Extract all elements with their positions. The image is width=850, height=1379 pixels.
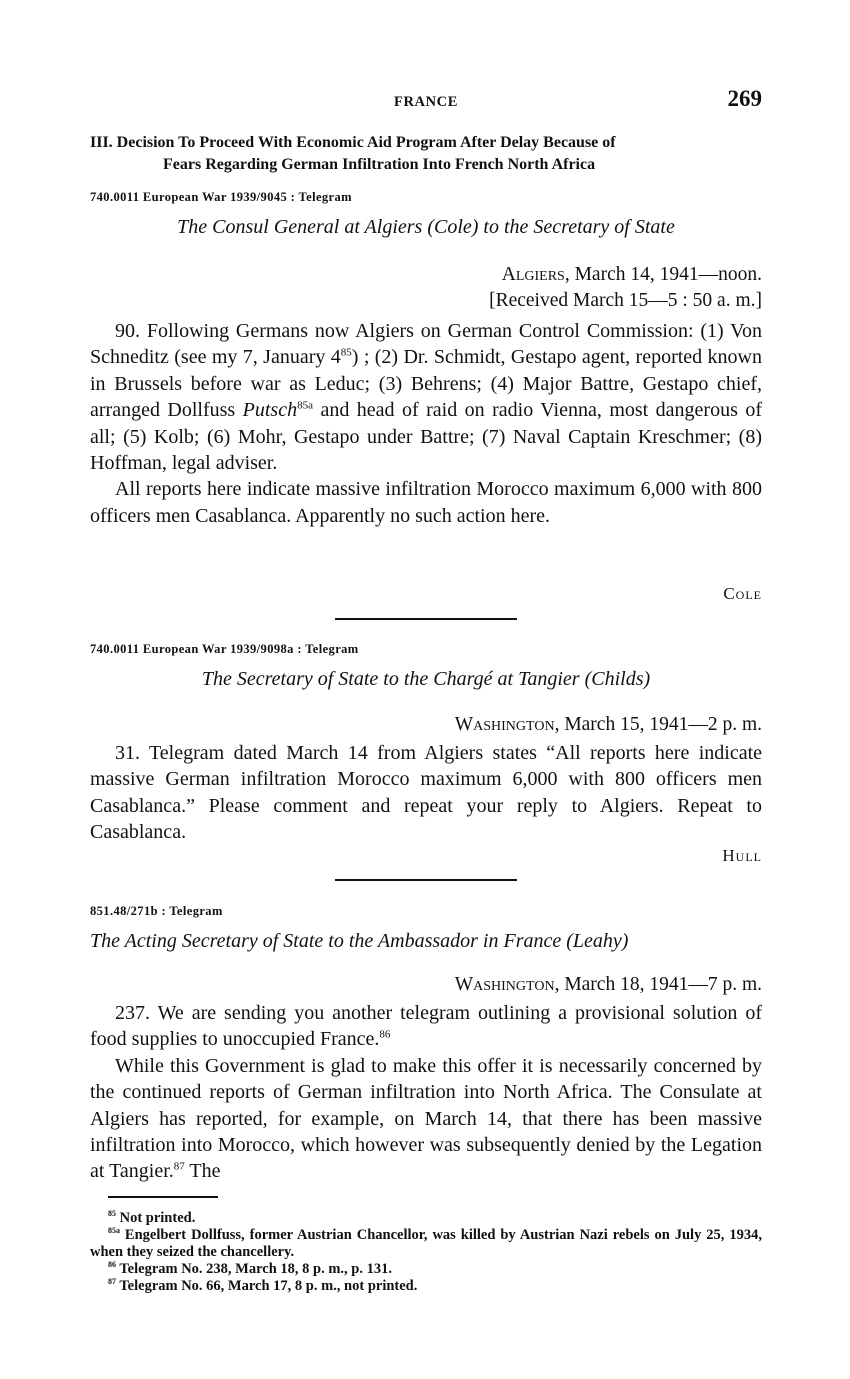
doc1-p1-text-a: 90. Following Germans now Algiers on German Control Commission: (1) Von Schneditz (see my 7, January 4 [90,320,762,369]
footnote-text: Telegram No. 66, March 17, 8 p. m., not printed. [115,1278,418,1294]
doc1-received: [Received March 15—5 : 50 a. m.] [489,290,762,311]
footnote-85 [90,1210,762,1227]
doc3-p1-text: 237. We are sending you another telegram outlining a provisional solution of food supplies to unoccupied France. [90,1002,762,1051]
doc3-file-reference: 851.48/271b : Telegram [90,904,223,918]
doc1-date: , March 14, 1941—noon. [564,264,762,285]
doc3-dateline [90,972,762,998]
doc1-paragraph-1 [90,318,762,476]
doc2-paragraph-1: 31. Telegram dated March 14 from Algiers states “All reports here indicate massive German infiltration Morocco maximum 6,000 with 800 officers men Casablanca.” Please comment and repeat your reply to Algiers. Repeat to Casablanca. [90,742,762,844]
footnote-ref-85a: 85a [297,399,313,412]
doc2-file-reference: 740.0011 European War 1939/9098a : Telegram [90,642,359,656]
doc3-p2-text-b: The [184,1160,221,1183]
doc2-date: , March 15, 1941—2 p. m. [554,714,762,735]
doc1-dateline [90,262,762,288]
doc1-p1-text-b: ) ; (2) Dr. Schmidt, Gestapo agent, reported known in Brussels before war as Leduc; (3) Behrens; (4) Major Battre, Gestapo chief, arranged Dollfuss [90,346,762,422]
doc3-place: Washington [454,974,555,995]
doc1-body [90,318,762,529]
footnote-mark: 86 [108,1260,116,1270]
page-number: 269 [727,86,762,111]
footnote-ref-87: 87 [173,1160,185,1173]
footnote-rule [108,1196,218,1198]
doc3-date: , March 18, 1941—7 p. m. [554,974,762,995]
doc1-paragraph-2: All reports here indicate massive infiltration Morocco maximum 6,000 with 800 officers men Casablanca. Apparently no such action here. [90,478,762,527]
section-title-line2: Fears Regarding German Infiltration Into French North Africa [163,156,596,173]
footnote-ref-85: 85 [340,346,352,359]
footnote-text: Telegram No. 238, March 18, 8 p. m., p. 131. [115,1261,392,1277]
doc2-signature: Hull [722,846,762,865]
doc1-heading: The Consul General at Algiers (Cole) to the Secretary of State [177,216,675,238]
footnote-85a [90,1227,762,1261]
running-title: FRANCE [393,94,458,110]
doc1-p1-italic: Putsch [242,399,298,422]
doc2-body [90,740,762,846]
doc2-place: Washington [454,714,555,735]
footnote-mark: 87 [108,1277,116,1287]
section-title [90,132,762,176]
footnote-mark: 85 [108,1209,116,1219]
doc3-heading: The Acting Secretary of State to the Ambassador in France (Leahy) [90,930,629,952]
doc1-signature: Cole [723,584,762,603]
footnotes [90,1210,762,1295]
doc1-p1-text-c: and head of raid on radio Vienna, most dangerous of all; (5) Kolb; (6) Mohr, Gestapo under Battre; (7) Naval Captain Kreschmer; (8) Hoffman, legal adviser. [90,399,762,475]
doc1-place: Algiers [501,264,565,285]
footnote-text: Not printed. [115,1210,196,1226]
section-divider-1 [335,618,517,620]
section-divider-2 [335,879,517,881]
footnote-86 [90,1261,762,1278]
doc3-body [90,1000,762,1185]
footnote-ref-86: 86 [379,1028,391,1041]
section-title-line1: III. Decision To Proceed With Economic Aid Program After Delay Because of [90,134,616,151]
doc3-paragraph-1 [90,1000,762,1053]
doc2-heading: The Secretary of State to the Chargé at Tangier (Childs) [201,668,651,690]
doc2-dateline [90,712,762,738]
doc1-file-reference: 740.0011 European War 1939/9045 : Telegram [90,190,352,204]
footnote-mark: 85a [108,1226,120,1236]
doc3-paragraph-2 [90,1053,762,1185]
footnote-text: Engelbert Dollfuss, former Austrian Chancellor, was killed by Austrian Nazi rebels on July 25, 1934, when they seized the chancellery. [90,1227,762,1260]
doc3-p2-text-a: While this Government is glad to make this offer it is necessarily concerned by the continued reports of German infiltration into North Africa. The Consulate at Algiers has reported, for example, on March 14, that there has been massive infiltration into Morocco, which however was subsequently denied by the Legation at Tangier. [90,1054,762,1183]
footnote-87 [90,1278,762,1295]
running-header [90,86,762,114]
